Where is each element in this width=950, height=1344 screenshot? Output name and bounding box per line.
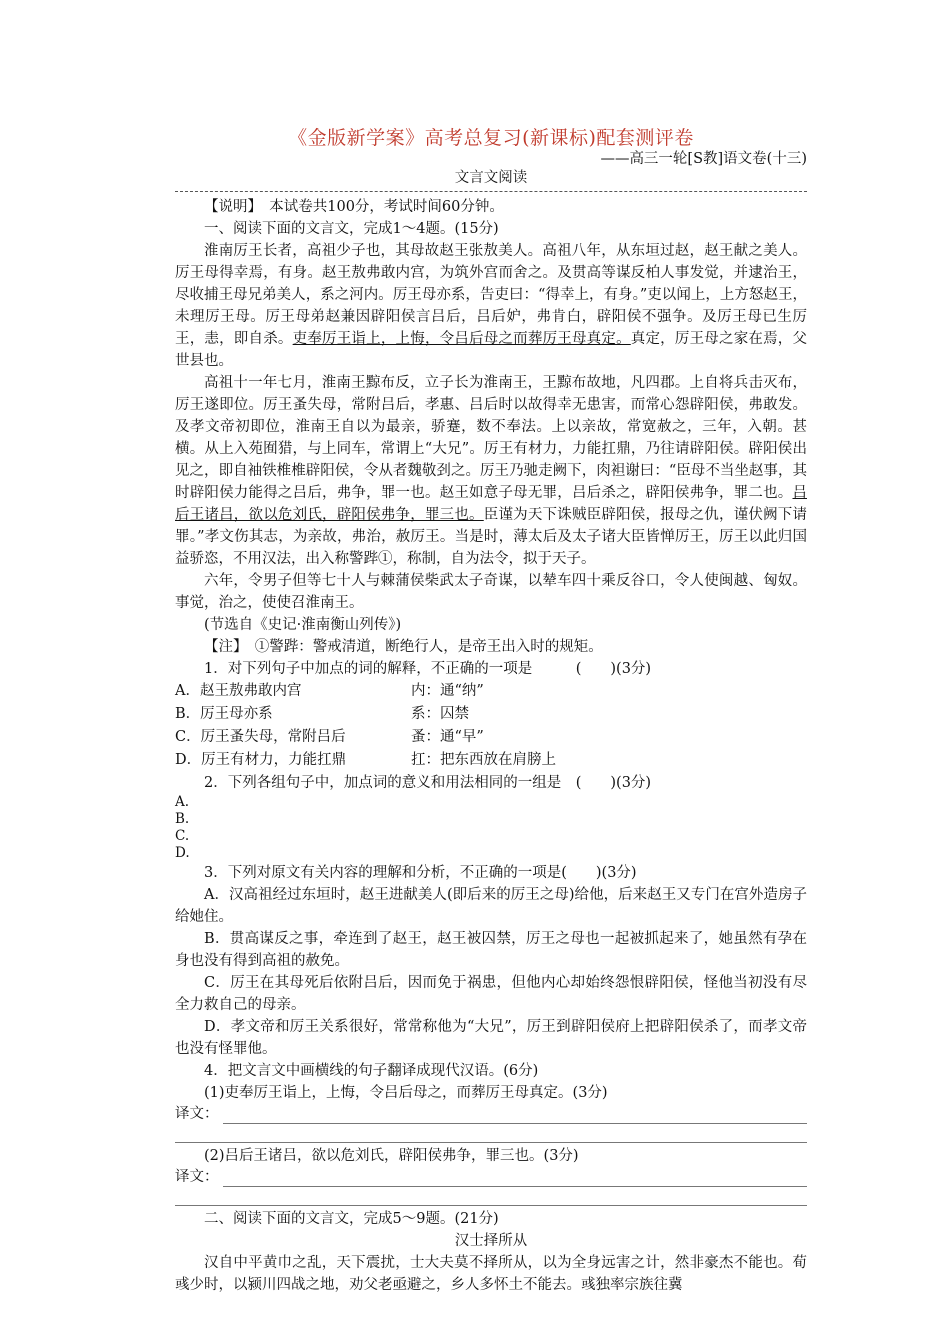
option-text: B．厉王母亦系 — [175, 706, 273, 722]
document-page — [175, 126, 807, 1296]
footnote: 【注】 ①警跸：警戒清道，断绝行人，是帝王出入时的规矩。 — [204, 639, 603, 655]
question-4-sentence-1: (1)吏奉厉王诣上，上悔，令吕后母之，而葬厉王母真定。(3分) — [204, 1085, 608, 1101]
answer-line-3[interactable] — [175, 1167, 807, 1187]
answer-line-4[interactable] — [175, 1189, 807, 1206]
question-2-option-d: D. — [175, 845, 190, 861]
passage-paragraph-3: 六年，令男子但等七十人与棘蒲侯柴武太子奇谋，以辇车四十乘反谷口，令人使闽越、匈奴。事觉，治之，使使召淮南王。 — [175, 573, 807, 611]
answer-label: 译文： — [175, 1169, 219, 1185]
question-2-option-c: C. — [175, 828, 190, 844]
passage-source: (节选自《史记·淮南衡山列传》) — [204, 617, 402, 633]
passage-paragraph-2 — [175, 372, 807, 570]
option-explanation: 系：囚禁 — [411, 706, 469, 722]
question-3-stem: 3．下列对原文有关内容的理解和分析，不正确的一项是( )(3分) — [204, 865, 637, 881]
question-1-stem: 1．对下列句子中加点的词的解释，不正确的一项是 ( )(3分) — [204, 661, 652, 677]
underlined-sentence-1: 吏奉厉王诣上，上悔，令吕后母之而葬厉王母真定。 — [292, 331, 631, 347]
question-3-option-c: C．厉王在其母死后依附吕后，因而免于祸患，但他内心却始终怨恨辟阳侯，怪他当初没有尽全力救自己的母亲。 — [175, 975, 807, 1013]
answer-blank[interactable] — [223, 1107, 808, 1124]
document-subtitle: ——高三一轮[S教]语文卷(十三) — [600, 151, 807, 167]
option-explanation: 内：通“纳” — [411, 683, 484, 699]
question-4-sentence-2: (2)吕后王诸吕，欲以危刘氏，辟阳侯弗争，罪三也。(3分) — [204, 1148, 579, 1164]
question-2-option-b: B. — [175, 811, 190, 827]
option-text: D．厉王有材力，力能扛鼎 — [175, 752, 347, 768]
answer-line-2[interactable] — [175, 1126, 807, 1143]
underlined-sentence-2: 吕后王诸吕，欲以危刘氏，辟阳侯弗争，罪三也。 — [175, 485, 807, 523]
question-1-option-d — [175, 749, 807, 772]
answer-line-1[interactable] — [175, 1104, 807, 1124]
question-1-option-a — [175, 680, 807, 703]
document-title: 《金版新学案》高考总复习(新课标)配套测评卷 — [288, 127, 694, 149]
part2-passage-title: 汉士择所从 — [454, 1233, 528, 1249]
question-2-stem: 2．下列各组句子中，加点词的意义和用法相同的一组是 ( )(3分) — [204, 775, 652, 791]
question-3-option-a: A．汉高祖经过东垣时，赵王进献美人(即后来的厉王之母)给他，后来赵王又专门在宫外造房子给她住。 — [175, 887, 807, 925]
part1-heading: 一、阅读下面的文言文，完成1～4题。(15分) — [204, 221, 499, 237]
exam-note: 【说明】 本试卷共100分，考试时间60分钟。 — [204, 199, 504, 215]
passage-paragraph-1 — [175, 240, 807, 372]
question-1-option-b — [175, 703, 807, 726]
passage-text: 真定，厉王母之家在焉，父世县也。 — [175, 331, 808, 369]
section-name: 文言文阅读 — [454, 170, 528, 186]
question-1-option-c — [175, 726, 807, 749]
header-divider — [175, 191, 807, 192]
option-explanation: 蚤：通“早” — [411, 729, 484, 745]
question-2-option-a: A. — [175, 794, 190, 810]
question-4-stem: 4．把文言文中画横线的句子翻译成现代汉语。(6分) — [204, 1063, 539, 1079]
answer-label: 译文： — [175, 1106, 219, 1122]
question-3-option-d: D．孝文帝和厉王关系很好，常常称他为“大兄”，厉王到辟阳侯府上把辟阳侯杀了，而孝文帝也没有怪罪他。 — [175, 1019, 807, 1057]
answer-blank[interactable] — [223, 1170, 808, 1187]
option-explanation: 扛：把东西放在肩膀上 — [411, 752, 556, 768]
option-text: A．赵王敖弗敢内宫 — [175, 683, 302, 699]
part2-heading: 二、阅读下面的文言文，完成5～9题。(21分) — [204, 1211, 499, 1227]
part2-passage-paragraph: 汉自中平黄巾之乱，天下震扰，士大夫莫不择所从，以为全身远害之计，然非豪杰不能也。荀彧少时，以颍川四战之地，劝父老亟避之，乡人多怀土不能去。彧独率宗族往冀 — [175, 1255, 807, 1293]
passage-text: 臣谨为天下诛贼臣辟阳侯，报母之仇，谨伏阙下请罪。”孝文伤其志，为亲故，弗治，赦厉王。当是时，薄太后及太子诸大臣皆惮厉王，厉王以此归国益骄恣，不用汉法，出入称警跸①，称制，自为法令，拟于天子。 — [175, 507, 807, 567]
passage-text: 高祖十一年七月，淮南王黥布反，立子长为淮南王，王黥布故地，凡四郡。上自将兵击灭布，厉王遂即位。厉王蚤失母，常附吕后，孝惠、吕后时以故得幸无患害，而常心怨辟阳侯，弗敢发。及孝文帝初即位，淮南王自以为最亲，骄蹇，数不奉法。上以亲故，常宽赦之，三年，入朝。甚横。从上入苑囿猎，与上同车，常谓上“大兄”。厉王有材力，力能扛鼎，乃往请辟阳侯。辟阳侯出见之，即自袖铁椎椎辟阳侯，令从者魏敬刭之。厉王乃驰走阙下，肉袒谢曰：“臣母不当坐赵事，其时辟阳侯力能得之吕后，弗争，罪一也。赵王如意子母无罪，吕后杀之，辟阳侯弗争，罪二也。 — [175, 375, 807, 501]
passage-text: 淮南厉王长者，高祖少子也，其母故赵王张敖美人。高祖八年，从东垣过赵，赵王献之美人。厉王母得幸焉，有身。赵王敖弗敢内宫，为筑外宫而舍之。及贯高等谋反柏人事发觉，并逮治王，尽收捕王母兄弟美人，系之河内。厉王母亦系，告吏曰：“得幸上，有身。”吏以闻上，上方怒赵王，未理厉王母。厉王母弟赵兼因辟阳侯言吕后，吕后妒，弗肯白，辟阳侯不强争。及厉王母已生厉王，恚，即自杀。 — [175, 243, 807, 347]
option-text: C．厉王蚤失母，常附吕后 — [175, 729, 346, 745]
question-3-option-b: B．贯高谋反之事，牵连到了赵王，赵王被囚禁，厉王之母也一起被抓起来了，她虽然有孕在身也没有得到高祖的赦免。 — [175, 931, 807, 969]
